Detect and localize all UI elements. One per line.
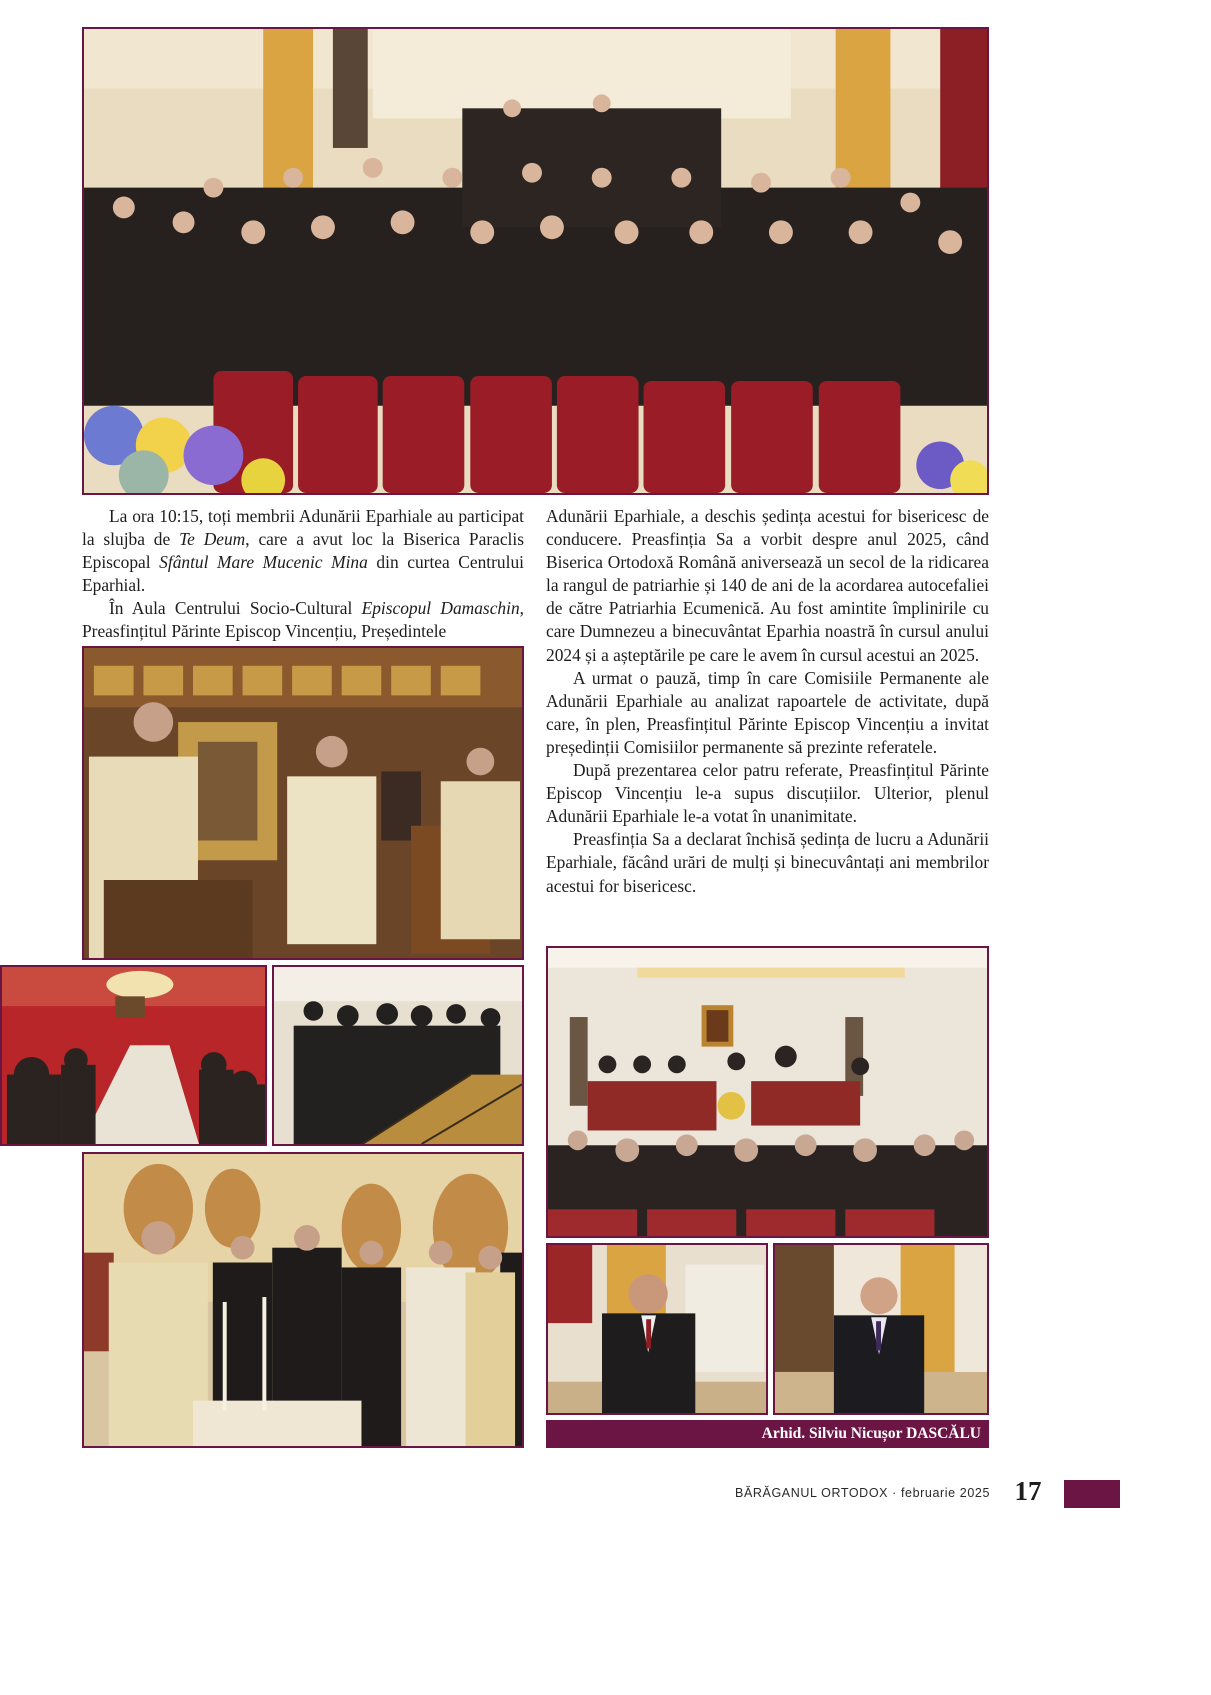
paragraph-closing: Preasfinția Sa a declarat închisă ședința de lucru a Adunării Eparhiale, făcând urări de mulți și binecuvântați ani membrilor acestui for bisericesc. xyxy=(546,829,989,896)
paragraph-reports: După prezentarea celor patru referate, Preasfințitul Părinte Episcop Vincențiu le-a supus discuțiilor. Ulterior, plenul Adunării Eparhiale le-a votat în unanimitate. xyxy=(546,760,989,827)
article-column-1 xyxy=(82,505,524,644)
group-photo xyxy=(82,27,989,495)
staircase-group-photo xyxy=(272,965,524,1146)
footer-accent-bar xyxy=(1064,1480,1120,1508)
paragraph-te-deum: La ora 10:15, toți membrii Adunării Eparhiale au participat la slujba de Te Deum, care a avut loc la Biserica Paraclis Episcopal Sfântul Mare Mucenic Mina din curtea Centrului Eparhial. xyxy=(82,506,524,596)
te-deum-photo xyxy=(82,646,524,960)
speaker-left-photo xyxy=(546,1243,768,1415)
page-number: 17 xyxy=(1014,1476,1042,1506)
paragraph-opening: Adunării Eparhiale, a deschis ședința acestui for bisericesc de conducere. Preasfinția Sa a vorbit despre anul 2025, când Biserica Ortodoxă Română aniversează un secol de la ridicarea la rangul de patriarhie și 140 de ani de la acordarea autocefaliei de către Patriarhia Ecumenică. Au fost amintite împlinirile cu care Dumnezeu a binecuvântat Eparhia noastră în cursul anului 2024 și a așteptările pe care le avem în cursul acestui an 2025. xyxy=(546,506,989,665)
photo-credit: Arhid. Silviu Nicușor DASCĂLU xyxy=(546,1420,989,1448)
paragraph-break: A urmat o pauză, timp în care Comisiile Permanente ale Adunării Eparhiale au analizat rapoartele de activitate, după care, în plen, Preasfințitul Părinte Episcop Vincențiu a invitat președinții Comisiilor permanente să prezinte referatele. xyxy=(546,667,989,757)
assembly-hall-photo xyxy=(546,946,989,1238)
meeting-table-photo xyxy=(0,965,267,1146)
article-column-2 xyxy=(546,505,989,898)
chapel-photo xyxy=(82,1152,524,1448)
magazine-footer: BĂRĂGANUL ORTODOX · februarie 2025 xyxy=(735,1486,990,1500)
speaker-right-photo xyxy=(773,1243,989,1415)
paragraph-aula: În Aula Centrului Socio-Cultural Episcopul Damaschin, Preasfințitul Părinte Episcop Vincențiu, Președintele xyxy=(82,598,524,642)
